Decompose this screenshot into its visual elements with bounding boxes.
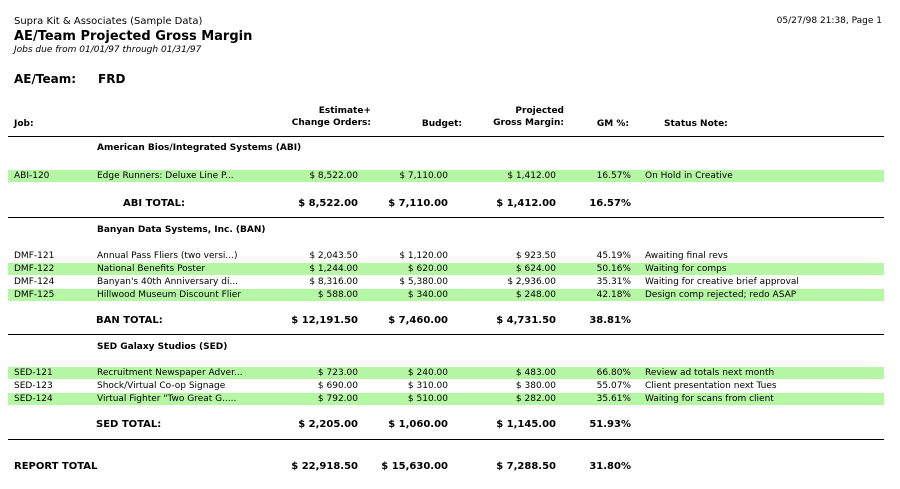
job-description: Banyan's 40th Anniversary di...: [97, 277, 239, 287]
job-id: DMF-124: [14, 277, 55, 287]
job-description: Edge Runners: Deluxe Line P...: [97, 171, 234, 181]
total-label: ABI TOTAL:: [123, 198, 186, 209]
status-note: Awaiting final revs: [645, 251, 728, 261]
job-id: SED-123: [14, 381, 53, 391]
report-total-row: [8, 460, 884, 474]
status-note: Waiting for scans from client: [645, 394, 774, 404]
job-description: Virtual Fighter "Two Great G.....: [97, 394, 237, 404]
team-heading: [14, 72, 125, 86]
col-budget-header: Budget:: [421, 119, 462, 129]
total-gross-margin: $ 1,412.00: [496, 198, 556, 209]
estimate-value: $ 1,244.00: [309, 264, 358, 274]
status-note: Waiting for comps: [645, 264, 727, 274]
gross-margin-value: $ 483.00: [515, 368, 556, 378]
group-divider: [8, 217, 884, 218]
budget-value: $ 5,380.00: [399, 277, 448, 287]
job-description: Hillwood Museum Discount Flier: [97, 290, 242, 300]
gross-margin-value: $ 624.00: [515, 264, 556, 274]
report-total-label: REPORT TOTAL: [14, 461, 98, 472]
report-title: AE/Team Projected Gross Margin: [14, 29, 253, 44]
table-row[interactable]: [8, 170, 884, 182]
col-gm-line2: Gross Margin:: [493, 118, 564, 128]
group-total-row: [8, 314, 884, 328]
total-gross-margin: $ 4,731.50: [496, 315, 556, 326]
budget-value: $ 510.00: [407, 394, 448, 404]
report-total-gm-percent: 31.80%: [589, 461, 631, 472]
job-description: Shock/Virtual Co-op Signage: [97, 381, 226, 391]
job-id: DMF-121: [14, 251, 55, 261]
budget-value: $ 240.00: [407, 368, 448, 378]
estimate-value: $ 8,522.00: [309, 171, 358, 181]
gm-percent-value: 45.19%: [596, 251, 631, 261]
total-estimate: $ 12,191.50: [291, 315, 358, 326]
estimate-value: $ 588.00: [317, 290, 358, 300]
budget-value: $ 620.00: [407, 264, 448, 274]
estimate-value: $ 2,043.50: [309, 251, 358, 261]
gm-percent-value: 55.07%: [596, 381, 631, 391]
group-name: Banyan Data Systems, Inc. (BAN): [97, 225, 266, 235]
status-note: Client presentation next Tues: [645, 381, 777, 391]
budget-value: $ 7,110.00: [399, 171, 448, 181]
job-id: DMF-125: [14, 290, 55, 300]
col-estimate-line2: Change Orders:: [291, 118, 371, 128]
gm-percent-value: 35.31%: [596, 277, 631, 287]
group-name: American Bios/Integrated Systems (ABI): [97, 143, 302, 153]
status-note: Waiting for creative brief approval: [645, 277, 799, 287]
gross-margin-value: $ 282.00: [515, 394, 556, 404]
timestamp-page: 05/27/98 21:38, Page 1: [776, 16, 882, 26]
job-id: DMF-122: [14, 264, 55, 274]
team-label: AE/Team:: [14, 72, 76, 86]
status-note: Design comp rejected; redo ASAP: [645, 290, 797, 300]
report-subtitle: Jobs due from 01/01/97 through 01/31/97: [14, 45, 202, 55]
gross-margin-value: $ 248.00: [515, 290, 556, 300]
total-gm-percent: 38.81%: [589, 315, 631, 326]
gross-margin-value: $ 2,936.00: [507, 277, 556, 287]
gm-percent-value: 35.61%: [596, 394, 631, 404]
table-row[interactable]: [8, 263, 884, 275]
col-gm-line1: Projected: [515, 106, 564, 116]
col-gm-pct-header: GM %:: [596, 119, 629, 129]
total-budget: $ 1,060.00: [388, 419, 448, 430]
status-note: On Hold in Creative: [645, 171, 733, 181]
report-total-estimate: $ 22,918.50: [291, 461, 358, 472]
total-estimate: $ 2,205.00: [298, 419, 358, 430]
job-description: Annual Pass Fliers (two versi...): [97, 251, 238, 261]
job-id: ABI-120: [14, 171, 50, 181]
col-estimate-header: [292, 105, 371, 129]
gross-margin-value: $ 923.50: [515, 251, 556, 261]
budget-value: $ 310.00: [407, 381, 448, 391]
team-value: FRD: [98, 72, 126, 86]
group-total-row: [8, 197, 884, 211]
total-budget: $ 7,460.00: [388, 315, 448, 326]
total-gross-margin: $ 1,145.00: [496, 419, 556, 430]
table-row[interactable]: [8, 276, 884, 288]
table-row[interactable]: [8, 380, 884, 392]
estimate-value: $ 723.00: [317, 368, 358, 378]
gm-percent-value: 16.57%: [596, 171, 631, 181]
job-id: SED-124: [14, 394, 53, 404]
table-row[interactable]: [8, 289, 884, 301]
group-divider: [8, 439, 884, 440]
gross-margin-value: $ 1,412.00: [507, 171, 556, 181]
budget-value: $ 340.00: [407, 290, 448, 300]
budget-value: $ 1,120.00: [399, 251, 448, 261]
col-job-header: Job:: [14, 119, 34, 129]
gm-percent-value: 50.16%: [596, 264, 631, 274]
group-name: SED Galaxy Studios (SED): [97, 342, 228, 352]
job-description: National Benefits Poster: [97, 264, 206, 274]
total-gm-percent: 51.93%: [589, 419, 631, 430]
gm-percent-value: 42.18%: [596, 290, 631, 300]
estimate-value: $ 792.00: [317, 394, 358, 404]
group-total-row: [8, 418, 884, 432]
total-label: SED TOTAL:: [96, 419, 162, 430]
status-note: Review ad totals next month: [645, 368, 775, 378]
total-label: BAN TOTAL:: [96, 315, 163, 326]
col-estimate-line1: Estimate+: [318, 106, 371, 116]
report-total-gross-margin: $ 7,288.50: [496, 461, 556, 472]
job-id: SED-121: [14, 368, 53, 378]
gm-percent-value: 66.80%: [596, 368, 631, 378]
col-gm-header: [493, 105, 564, 129]
company-name: Supra Kit & Associates (Sample Data): [14, 16, 203, 27]
job-description: Recruitment Newspaper Adver...: [97, 368, 243, 378]
report-total-budget: $ 15,630.00: [381, 461, 448, 472]
total-budget: $ 7,110.00: [388, 198, 448, 209]
total-estimate: $ 8,522.00: [298, 198, 358, 209]
estimate-value: $ 8,316.00: [309, 277, 358, 287]
table-row[interactable]: [8, 393, 884, 405]
total-gm-percent: 16.57%: [589, 198, 631, 209]
header-rule: [8, 136, 884, 137]
table-row[interactable]: [8, 250, 884, 262]
gross-margin-value: $ 380.00: [515, 381, 556, 391]
table-row[interactable]: [8, 367, 884, 379]
col-status-header: Status Note:: [664, 119, 728, 129]
group-divider: [8, 334, 884, 335]
estimate-value: $ 690.00: [317, 381, 358, 391]
